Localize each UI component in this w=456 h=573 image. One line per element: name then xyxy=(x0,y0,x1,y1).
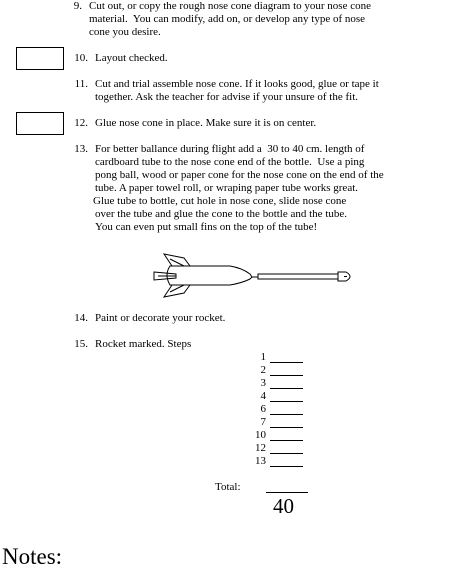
item-13-line-3: pong ball, wood or paper cone for the nose cone on the end of the xyxy=(95,169,384,181)
step-number: 7 xyxy=(260,416,266,428)
rocket-illustration-icon xyxy=(150,252,360,300)
item-13-number: 13. xyxy=(74,143,88,155)
step-blank[interactable] xyxy=(270,427,303,428)
item-13-line-5: Glue tube to bottle, cut hole in nose cone, slide nose cone xyxy=(93,195,347,207)
item-9-line-3: cone you desire. xyxy=(89,26,161,38)
step-blank[interactable] xyxy=(270,414,303,415)
step-blank[interactable] xyxy=(270,362,303,363)
step-number: 3 xyxy=(260,377,266,389)
item-10-number: 10. xyxy=(74,52,88,64)
total-blank[interactable] xyxy=(266,492,308,493)
item-13-line-6: over the tube and glue the cone to the bottle and the tube. xyxy=(95,208,348,220)
item-14-line-1: Paint or decorate your rocket. xyxy=(95,312,226,324)
item-9-number: 9. xyxy=(73,0,82,12)
item-15-number: 15. xyxy=(74,338,88,350)
step-number: 2 xyxy=(260,364,266,376)
item-15-line-1: Rocket marked. Steps xyxy=(95,338,192,350)
step-number: 6 xyxy=(260,403,266,415)
step-blank[interactable] xyxy=(270,388,303,389)
step-number: 12 xyxy=(255,442,266,454)
item-10-checkbox[interactable] xyxy=(16,47,64,70)
item-13-line-1: For better ballance during flight add a 30 to 40 cm. length of xyxy=(95,143,365,155)
item-14-number: 14. xyxy=(74,312,88,324)
step-blank[interactable] xyxy=(270,466,303,467)
step-number: 13 xyxy=(255,455,266,467)
notes-label: Notes: xyxy=(2,544,63,569)
item-13-line-2: cardboard tube to the nose cone end of the bottle. Use a ping xyxy=(95,156,365,168)
step-number: 10 xyxy=(255,429,266,441)
item-9-line-2: material. You can modify, add on, or develop any type of nose xyxy=(89,13,366,25)
item-11-line-1: Cut and trial assemble nose cone. If it looks good, glue or tape it xyxy=(95,78,379,90)
step-blank[interactable] xyxy=(270,401,303,402)
item-9-line-1: Cut out, or copy the rough nose cone diagram to your nose cone xyxy=(89,0,371,12)
item-10-line-1: Layout checked. xyxy=(95,52,168,64)
item-12-line-1: Glue nose cone in place. Make sure it is on center. xyxy=(95,117,317,129)
step-number: 1 xyxy=(260,351,266,363)
step-blank[interactable] xyxy=(270,375,303,376)
step-blank[interactable] xyxy=(270,440,303,441)
step-blank[interactable] xyxy=(270,453,303,454)
total-label: Total: xyxy=(215,481,241,493)
item-13-line-4: tube. A paper towel roll, or wraping paper tube works great. xyxy=(95,182,359,194)
total-value: 40 xyxy=(273,494,294,518)
item-13-line-7: You can even put small fins on the top of the tube! xyxy=(95,221,318,233)
item-11-number: 11. xyxy=(74,78,88,90)
item-11-line-2: together. Ask the teacher for advise if your unsure of the fit. xyxy=(95,91,359,103)
item-12-number: 12. xyxy=(74,117,88,129)
item-12-checkbox[interactable] xyxy=(16,112,64,135)
step-number: 4 xyxy=(260,390,266,402)
